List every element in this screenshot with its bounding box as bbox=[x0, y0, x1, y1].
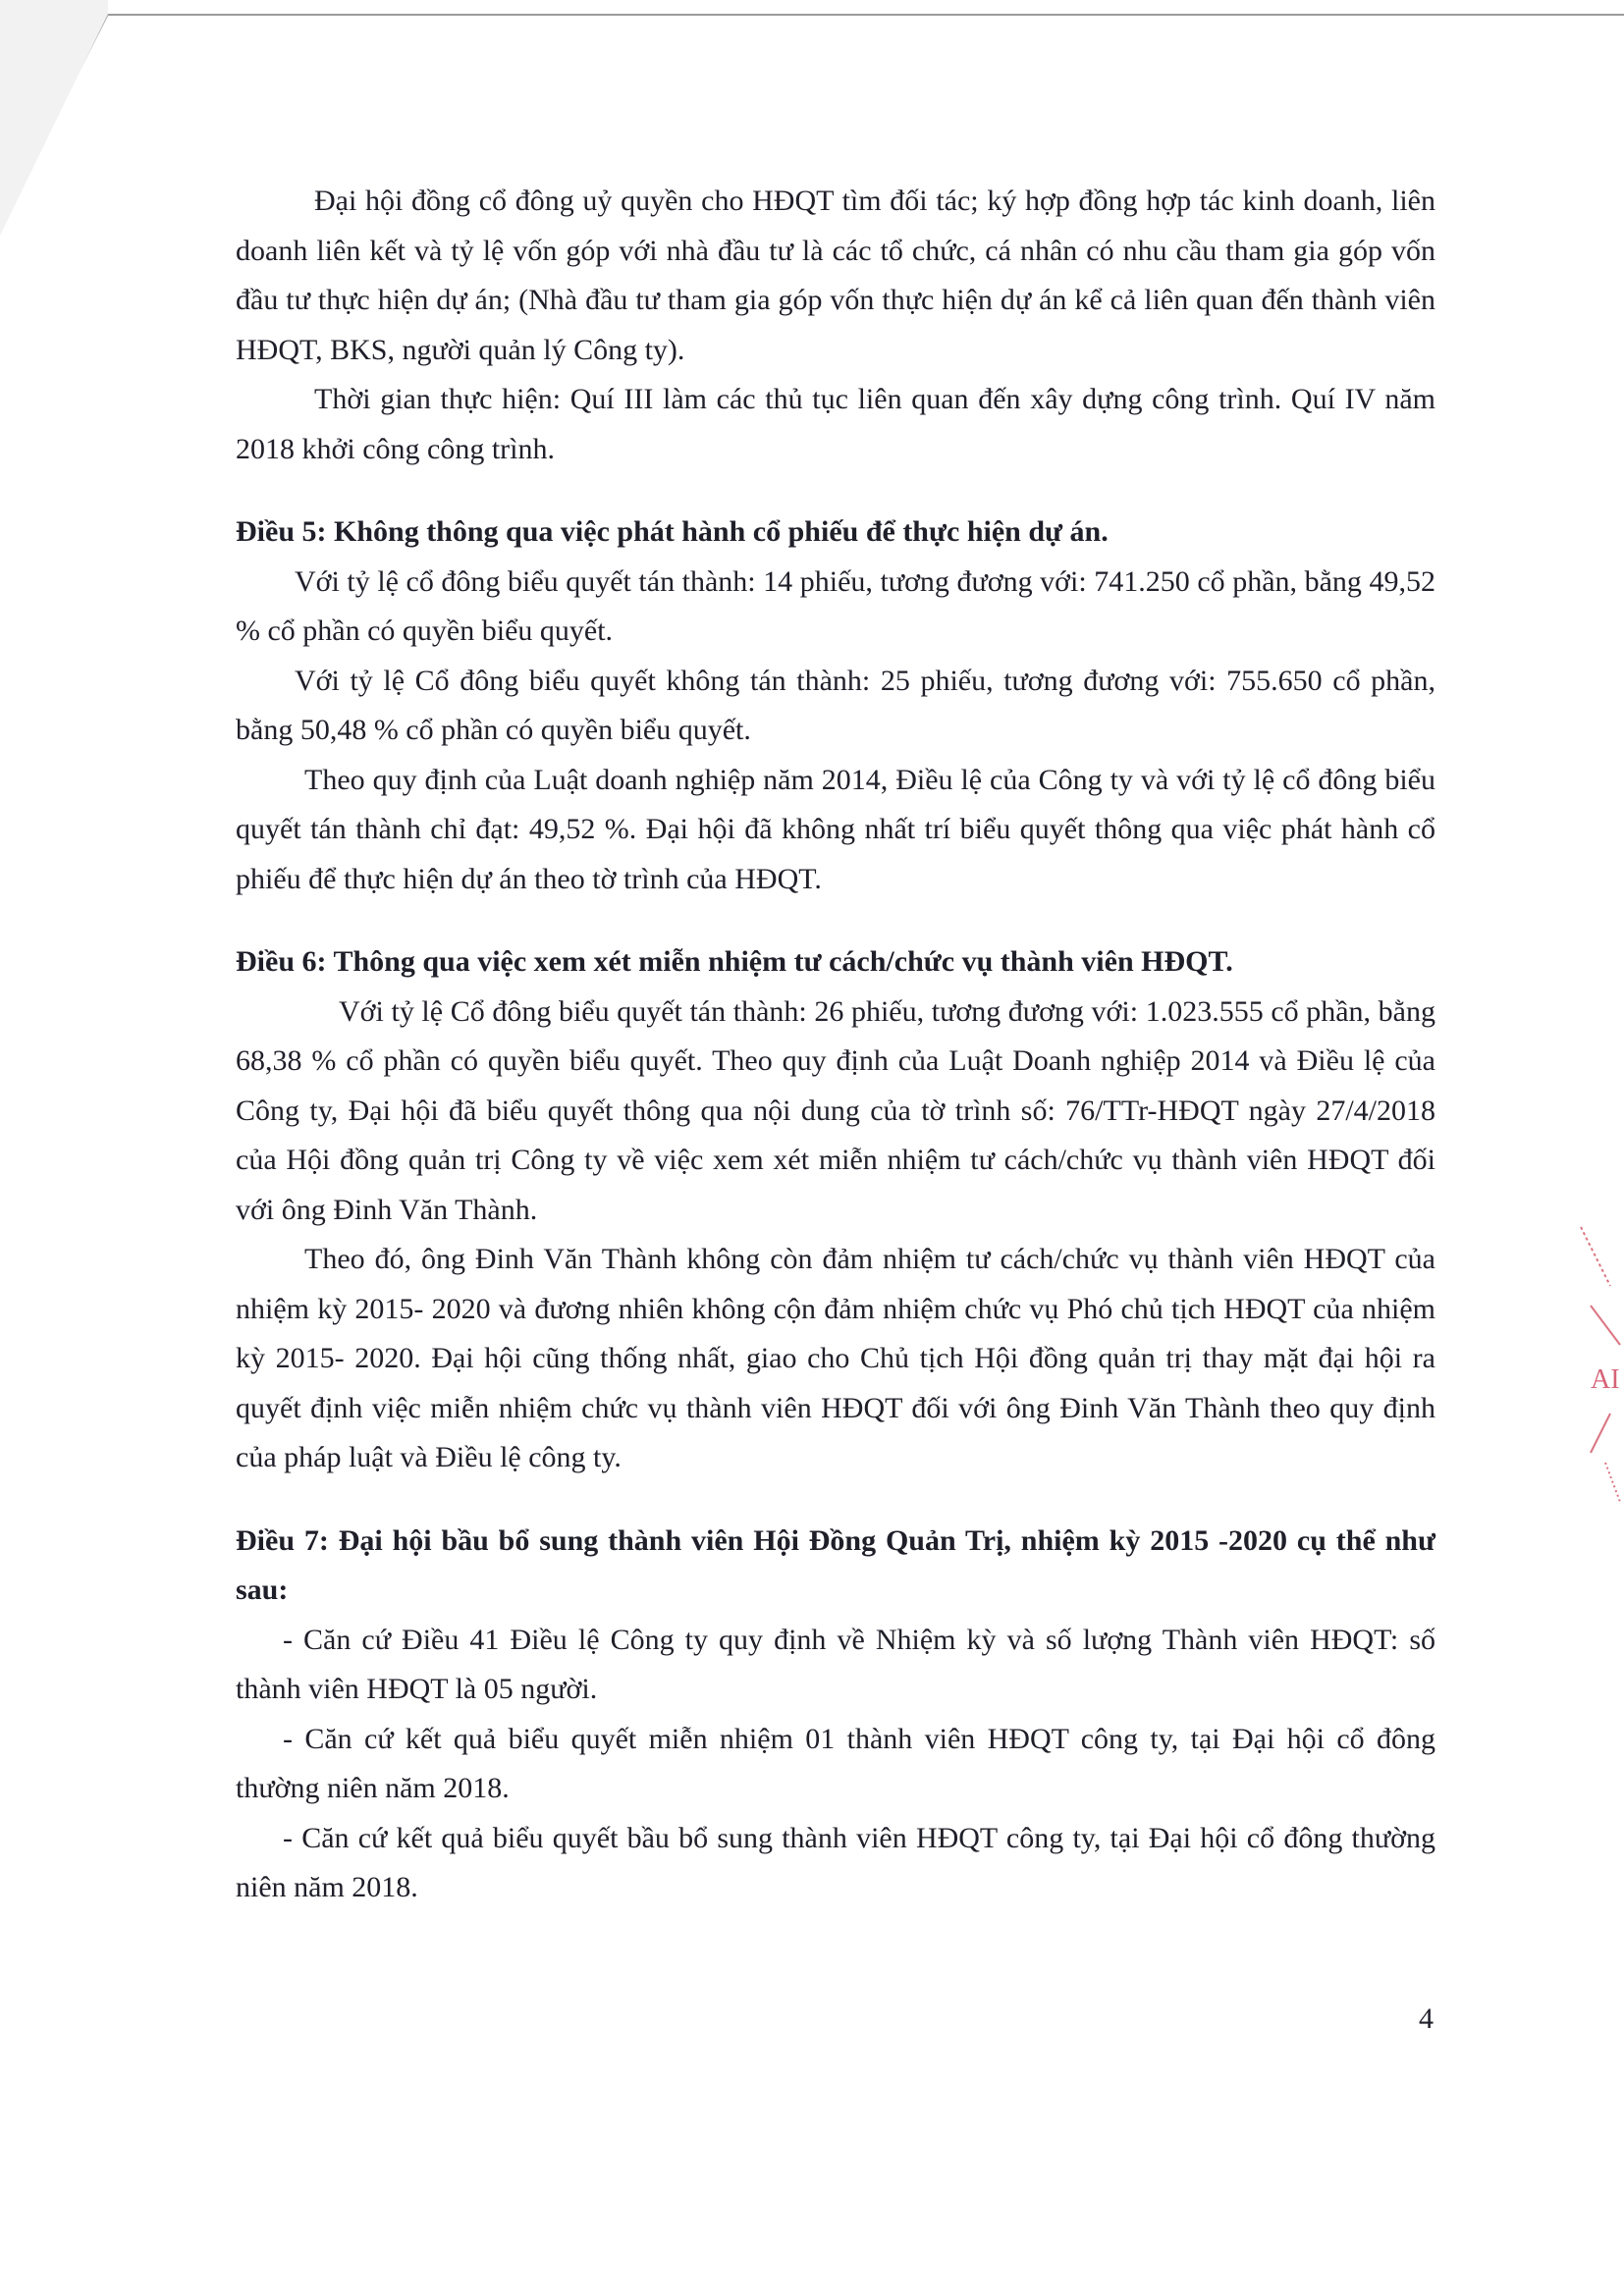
folded-corner-shadow bbox=[0, 0, 128, 236]
paragraph-article-7-basis-3: - Căn cứ kết quả biểu quyết bầu bổ sung thành viên HĐQT công ty, tại Đại hội cổ đông thường niên năm 2018. bbox=[236, 1821, 1435, 1903]
paragraph-authorization: Đại hội đồng cổ đông uỷ quyền cho HĐQT tìm đối tác; ký hợp đồng hợp tác kinh doanh, liên doanh liên kết và tỷ lệ vốn góp với nhà đầu tư là các tổ chức, cá nhân có nhu cầu tham gia góp vốn đầu tư thực hiện dự án; (Nhà đầu tư tham gia góp vốn thực hiện dự án kể cả liên quan đến thành viên HĐQT, BKS, người quản lý Công ty). bbox=[236, 185, 1435, 366]
page-number: 4 bbox=[1419, 2002, 1434, 2035]
paragraph-article-6-vote: Với tỷ lệ Cổ đông biểu quyết tán thành: 26 phiếu, tương đương với: 1.023.555 cổ phần, bằng 68,38 % cổ phần có quyền biểu quyết. Theo quy định của Luật Doanh nghiệp 2014 và Điều lệ của Công ty, Đại hội đã biểu quyết thông qua nội dung của tờ trình số: 76/TTr-HĐQT ngày 27/4/2018 của Hội đồng quản trị Công ty về việc xem xét miễn nhiệm tư cách/chức vụ thành viên HĐQT đối với ông Đinh Văn Thành. bbox=[236, 994, 1435, 1226]
paragraph-article-5-approve: Với tỷ lệ cổ đông biểu quyết tán thành: 14 phiếu, tương đương với: 741.250 cổ phần, bằng 49,52 % cổ phần có quyền biểu quyết. bbox=[236, 564, 1435, 647]
paragraph-article-6-result: Theo đó, ông Đinh Văn Thành không còn đảm nhiệm tư cách/chức vụ thành viên HĐQT của nhiệm kỳ 2015- 2020 và đương nhiên không cộn đảm nhiệm chức vụ Phó chủ tịch HĐQT của nhiệm kỳ 2015- 2020. Đại hội cũng thống nhất, giao cho Chủ tịch Hội đồng quản trị thay mặt đại hội ra quyết định việc miễn nhiệm chức vụ thành viên HĐQT đối với ông Đinh Văn Thành theo quy định của pháp luật và Điều lệ công ty. bbox=[236, 1243, 1435, 1473]
paragraph-article-5-reject: Với tỷ lệ Cổ đông biểu quyết không tán thành: 25 phiếu, tương đương với: 755.650 cổ phần, bằng 50,48 % cổ phần có quyền biểu quyết. bbox=[236, 664, 1435, 746]
paragraph-article-5-conclusion: Theo quy định của Luật doanh nghiệp năm 2014, Điều lệ của Công ty và với tỷ lệ cổ đông biểu quyết tán thành chỉ đạt: 49,52 %. Đại hội đã không nhất trí biểu quyết thông qua việc phát hành cổ phiếu để thực hiện dự án theo tờ trình của HĐQT. bbox=[236, 763, 1435, 895]
paragraph-schedule: Thời gian thực hiện: Quí III làm các thủ tục liên quan đến xây dựng công trình. Quí IV năm 2018 khởi công công trình. bbox=[236, 383, 1435, 465]
red-stamp-fragment bbox=[1551, 1217, 1624, 1512]
stamp-letters: AI bbox=[1591, 1364, 1620, 1395]
document-body bbox=[236, 177, 1435, 1913]
paragraph-article-7-basis-2: - Căn cứ kết quả biểu quyết miễn nhiệm 01 thành viên HĐQT công ty, tại Đại hội cổ đông thường niên năm 2018. bbox=[236, 1722, 1435, 1804]
heading-article-6: Điều 6: Thông qua việc xem xét miễn nhiệm tư cách/chức vụ thành viên HĐQT. bbox=[236, 945, 1233, 978]
heading-article-7: Điều 7: Đại hội bầu bổ sung thành viên Hội Đồng Quản Trị, nhiệm kỳ 2015 -2020 cụ thể như sau: bbox=[236, 1523, 1435, 1606]
page-top-edge bbox=[108, 14, 1624, 16]
paragraph-article-7-basis-1: - Căn cứ Điều 41 Điều lệ Công ty quy định về Nhiệm kỳ và số lượng Thành viên HĐQT: số thành viên HĐQT là 05 người. bbox=[236, 1623, 1435, 1705]
heading-article-5: Điều 5: Không thông qua việc phát hành cổ phiếu để thực hiện dự án. bbox=[236, 515, 1109, 548]
